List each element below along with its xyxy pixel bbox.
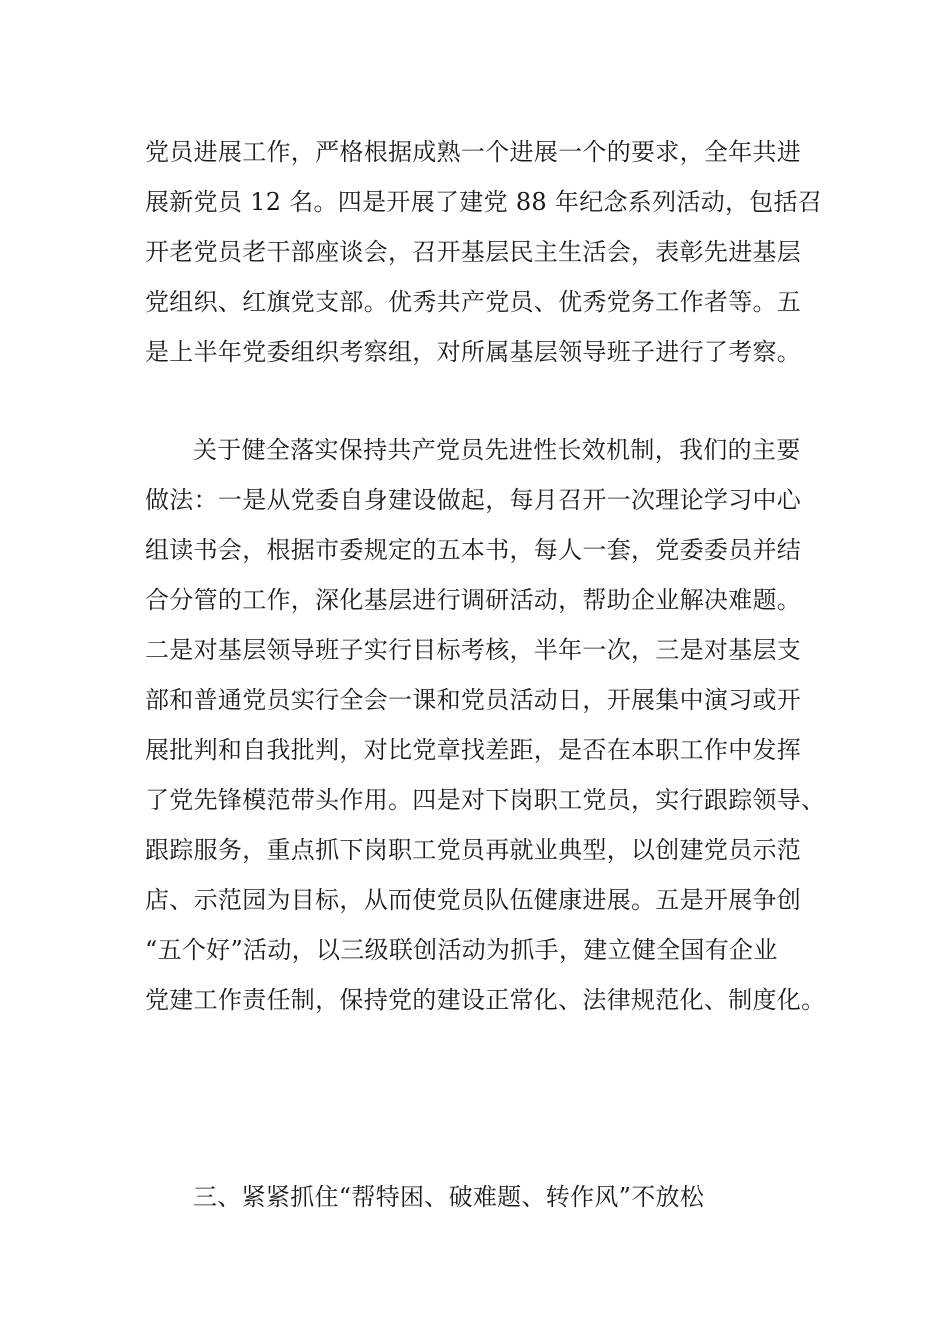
paragraph-line: 展新党员 12 名。四是开展了建党 88 年纪念系列活动，包括召: [145, 188, 823, 216]
paragraph-line: 组读书会，根据市委规定的五本书，每人一套，党委委员并结: [145, 536, 802, 564]
paragraph-line: 是上半年党委组织考察组，对所属基层领导班子进行了考察。: [145, 338, 802, 366]
paragraph-line: 做法：一是从党委自身建设做起，每月召开一次理论学习中心: [145, 486, 802, 514]
paragraph-line: 党员进展工作，严格根据成熟一个进展一个的要求，全年共进: [145, 138, 802, 166]
paragraph-line: “五个好”活动，以三级联创活动为抓手，建立健全国有企业: [145, 936, 778, 964]
section-heading: 三、紧紧抓住“帮特困、破难题、转作风”不放松: [193, 1183, 705, 1211]
paragraph-line: 店、示范园为目标，从而使党员队伍健康进展。五是开展争创: [145, 886, 802, 914]
paragraph-line: 关于健全落实保持共产党员先进性长效机制，我们的主要: [193, 436, 801, 464]
paragraph-line: 部和普通党员实行全会一课和党员活动日，开展集中演习或开: [145, 686, 802, 714]
paragraph-line: 开老党员老干部座谈会，召开基层民主生活会，表彰先进基层: [145, 238, 802, 266]
paragraph-line: 党建工作责任制，保持党的建设正常化、法律规范化、制度化。: [145, 986, 826, 1014]
paragraph-line: 跟踪服务，重点抓下岗职工党员再就业典型，以创建党员示范: [145, 836, 802, 864]
paragraph-line: 了党先锋模范带头作用。四是对下岗职工党员，实行跟踪领导、: [145, 786, 826, 814]
paragraph-line: 党组织、红旗党支部。优秀共产党员、优秀党务工作者等。五: [145, 288, 802, 316]
paragraph-line: 合分管的工作，深化基层进行调研活动，帮助企业解决难题。: [145, 586, 802, 614]
paragraph-line: 展批判和自我批判，对比党章找差距，是否在本职工作中发挥: [145, 736, 802, 764]
paragraph-line: 二是对基层领导班子实行目标考核，半年一次，三是对基层支: [145, 636, 802, 664]
